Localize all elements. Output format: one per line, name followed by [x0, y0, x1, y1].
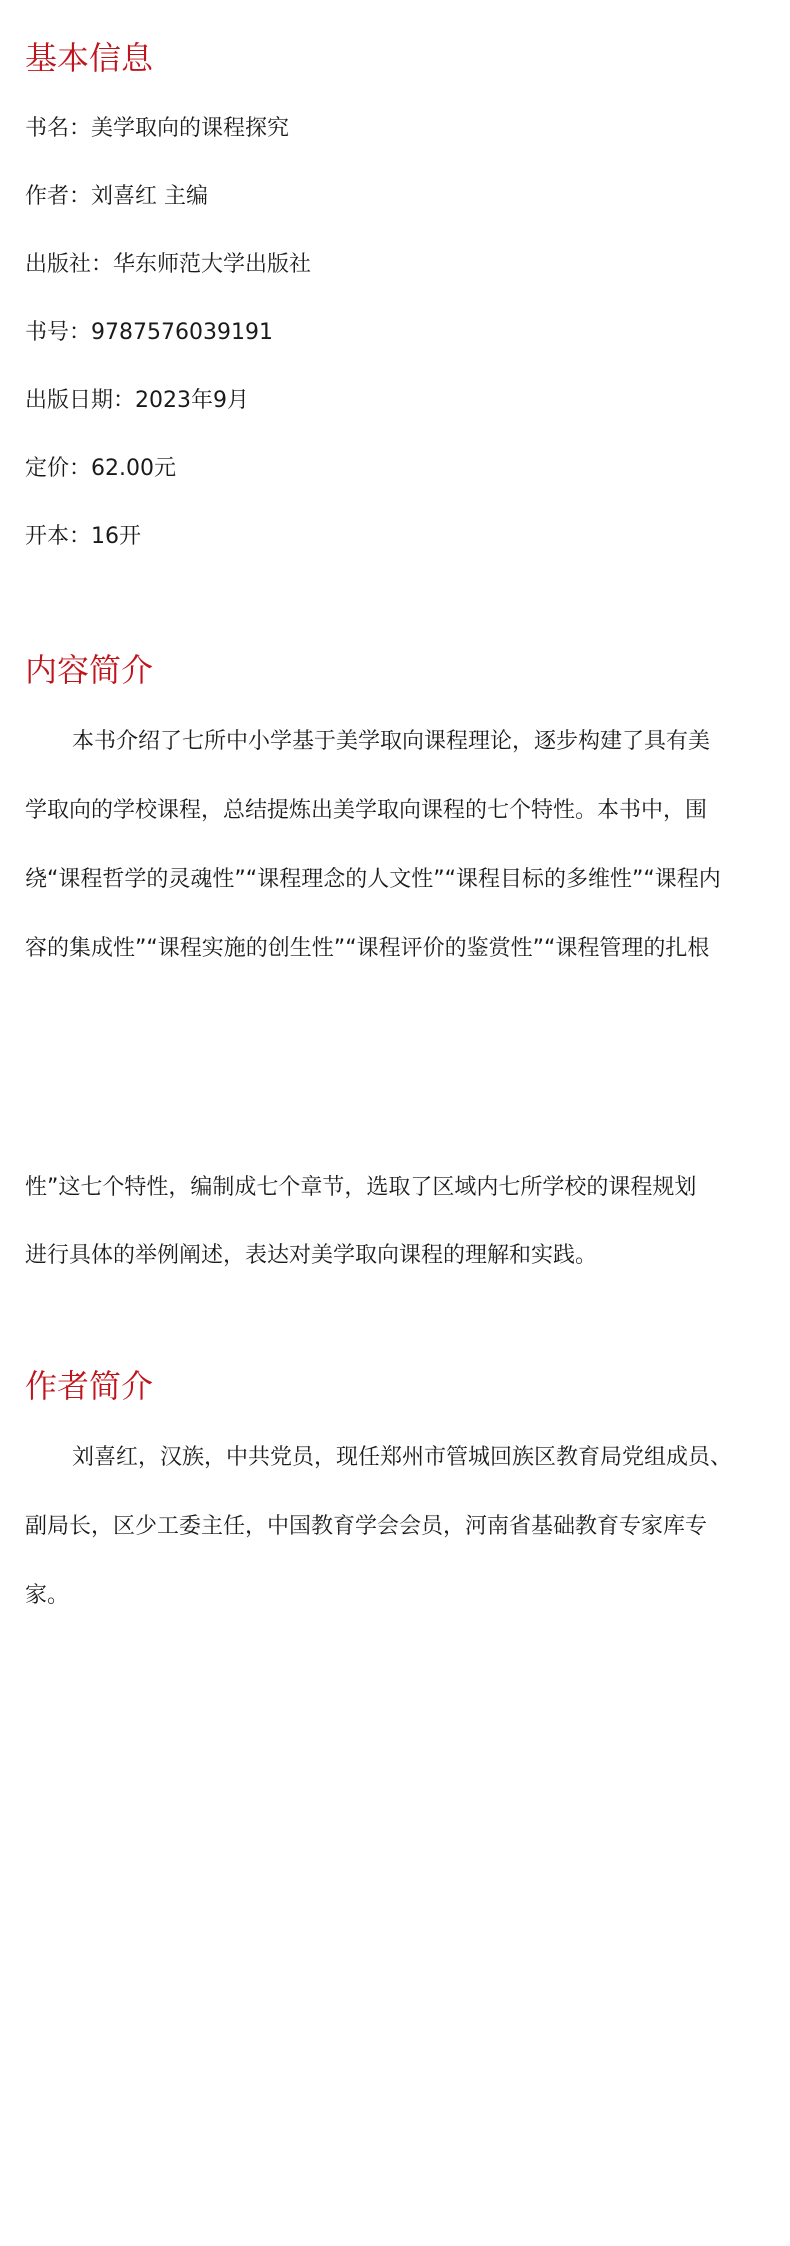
book-price-line: 定价：62.00元: [25, 456, 176, 481]
summary-line: 绕“课程哲学的灵魂性”“课程理念的人文性”“课程目标的多维性”“课程内: [25, 867, 721, 892]
author-bio-line: 副局长，区少工委主任，中国教育学会会员，河南省基础教育专家库专: [25, 1514, 708, 1539]
summary-line: 进行具体的举例阐述，表达对美学取向课程的理解和实践。: [25, 1243, 598, 1268]
book-publisher-line: 出版社：华东师范大学出版社: [25, 252, 312, 277]
book-format-line: 开本：16开: [25, 524, 141, 549]
author-bio-line: 刘喜红，汉族，中共党员，现任郑州市管城回族区教育局党组成员、: [72, 1445, 733, 1470]
summary-line: 学取向的学校课程，总结提炼出美学取向课程的七个特性。本书中，围: [25, 798, 708, 823]
summary-line: 本书介绍了七所中小学基于美学取向课程理论，逐步构建了具有美: [72, 729, 711, 754]
summary-line: 容的集成性”“课程实施的创生性”“课程评价的鉴赏性”“课程管理的扎根: [25, 936, 710, 961]
basic-info-heading: 基本信息: [25, 39, 154, 77]
book-author-line: 作者：刘喜红 主编: [25, 184, 208, 209]
book-isbn-line: 书号：9787576039191: [25, 320, 273, 345]
author-bio-line: 家。: [25, 1583, 70, 1608]
book-publish-date-line: 出版日期：2023年9月: [25, 388, 249, 413]
summary-line: 性”这七个特性，编制成七个章节，选取了区域内七所学校的课程规划: [25, 1175, 697, 1200]
summary-heading: 内容简介: [25, 651, 154, 689]
book-title-line: 书名：美学取向的课程探究: [25, 116, 290, 141]
author-heading: 作者简介: [25, 1367, 154, 1405]
